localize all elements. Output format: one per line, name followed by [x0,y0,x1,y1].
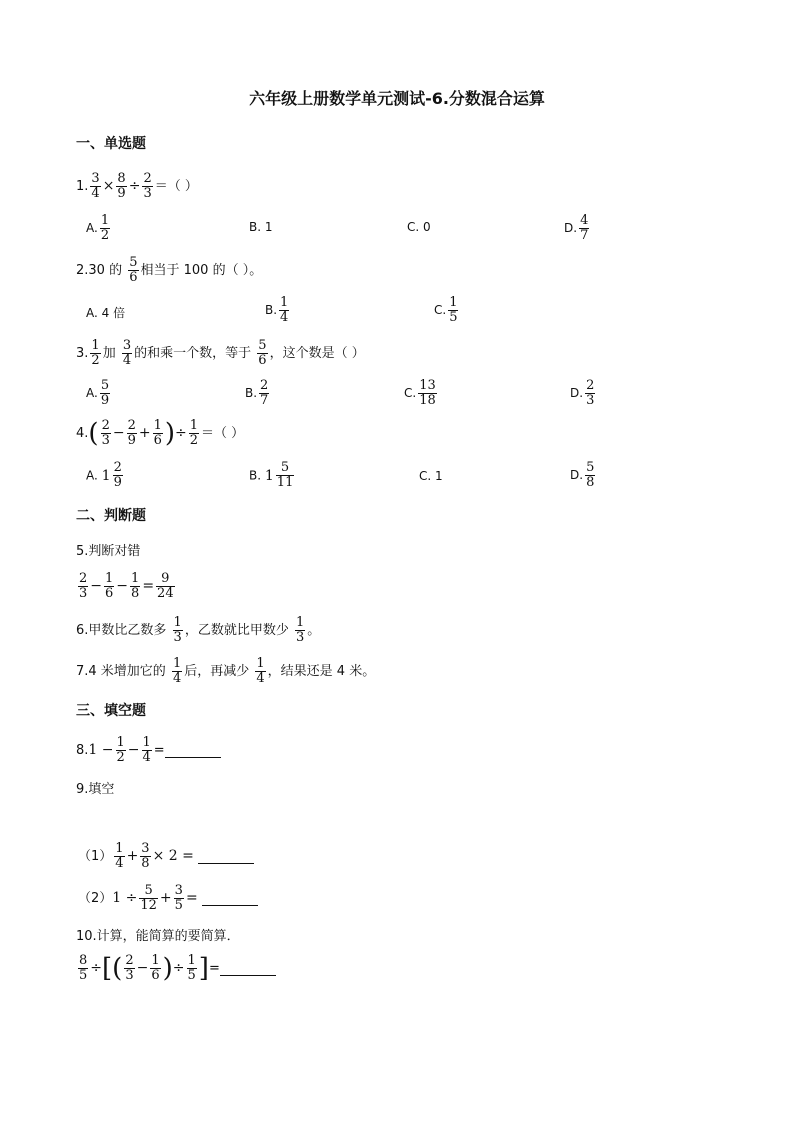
option-b[interactable]: B. $\frac{1}{4}$ [265,295,289,325]
section-heading-single-choice: 一、单选题 [76,136,146,152]
answer-blank[interactable] [202,891,258,906]
question-10: 10.计算，能简算的要简算． [76,929,240,944]
fraction: $\frac{2}{3}$ [143,171,152,201]
option-c[interactable]: C. 1 [419,469,443,483]
answer-blank[interactable] [220,961,276,976]
fraction: $\frac{5}{6}$ [129,255,138,285]
answer-paren: ＝（ ） [154,179,198,194]
option-d[interactable]: D. $\frac{2}{3}$ [570,378,595,408]
answer-blank[interactable] [165,743,221,758]
option-d[interactable]: D. $\frac{4}{7}$ [564,213,589,243]
option-c[interactable]: C. $\frac{1}{5}$ [434,295,458,325]
question-2: 2.30 的 $\frac{5}{6}$ 相当于 100 的（ ）。 [76,255,263,285]
fraction: $\frac{8}{9}$ [117,171,126,201]
question-8: 8.1 − $\frac{1}{2}$ − $\frac{1}{4}$ = [76,736,221,765]
question-9-part-1: （1） $\frac{1}{4}$ + $\frac{3}{8}$ × 2 = [78,842,254,871]
fraction: $\frac{3}{4}$ [91,171,100,201]
question-7: 7.4 米增加它的 $\frac{1}{4}$ 后，再减少 $\frac{1}{4}$ ，结果还是 4 米。 [76,656,376,686]
question-9-part-2: （2）1 ÷ $\frac{5}{12}$ + $\frac{3}{5}$ = [78,884,258,913]
question-6: 6.甲数比乙数多 $\frac{1}{3}$ ，乙数就比甲数少 $\frac{1}{3}$ 。 [76,615,321,645]
question-3: 3. $\frac{1}{2}$ 加 $\frac{3}{4}$ 的和乘一个数，等于 $\frac{5}{6}$ ，这个数是（ ） [76,338,365,368]
operator: ÷ [128,178,141,194]
question-10-expression: $\frac{8}{5}$ ÷[( $\frac{2}{3}$ − $\frac{1}{6}$ )÷ $\frac{1}{5}$ ]= [76,954,276,983]
answer-blank[interactable] [198,849,254,864]
question-9: 9.填空 [76,782,115,797]
question-1 [76,172,198,201]
question-5: 5.判断对错 [76,544,141,559]
option-b[interactable]: B. $\frac{2}{7}$ [245,378,269,408]
section-heading-true-false: 二、判断题 [76,508,146,524]
question-4: 4.( $\frac{2}{3}$ − $\frac{2}{9}$ + $\frac{1}{6}$ )÷ $\frac{1}{2}$ ＝（ ） [76,418,245,449]
operator: × [102,178,115,194]
option-a[interactable]: A. 4 倍 [86,306,126,320]
question-5-expression: $\frac{2}{3}$ − $\frac{1}{6}$ − $\frac{1}{8}$ = $\frac{9}{24}$ [79,571,174,601]
option-b[interactable]: B. 1 $\frac{5}{11}$ [249,460,294,490]
option-c[interactable]: C. 0 [407,220,431,234]
option-a[interactable]: A. $\frac{5}{9}$ [86,378,110,408]
question-number: 1. [76,179,89,194]
option-b[interactable]: B. 1 [249,220,273,234]
option-d[interactable]: D. $\frac{5}{8}$ [570,460,595,490]
section-heading-fill-blank: 三、填空题 [76,703,146,719]
option-a[interactable]: A. 1 $\frac{2}{9}$ [86,460,122,490]
page-title: 六年级上册数学单元测试-6.分数混合运算 [249,89,545,108]
option-c[interactable]: C. $\frac{13}{18}$ [404,378,436,408]
option-a[interactable]: A. $\frac{1}{2}$ [86,213,110,243]
